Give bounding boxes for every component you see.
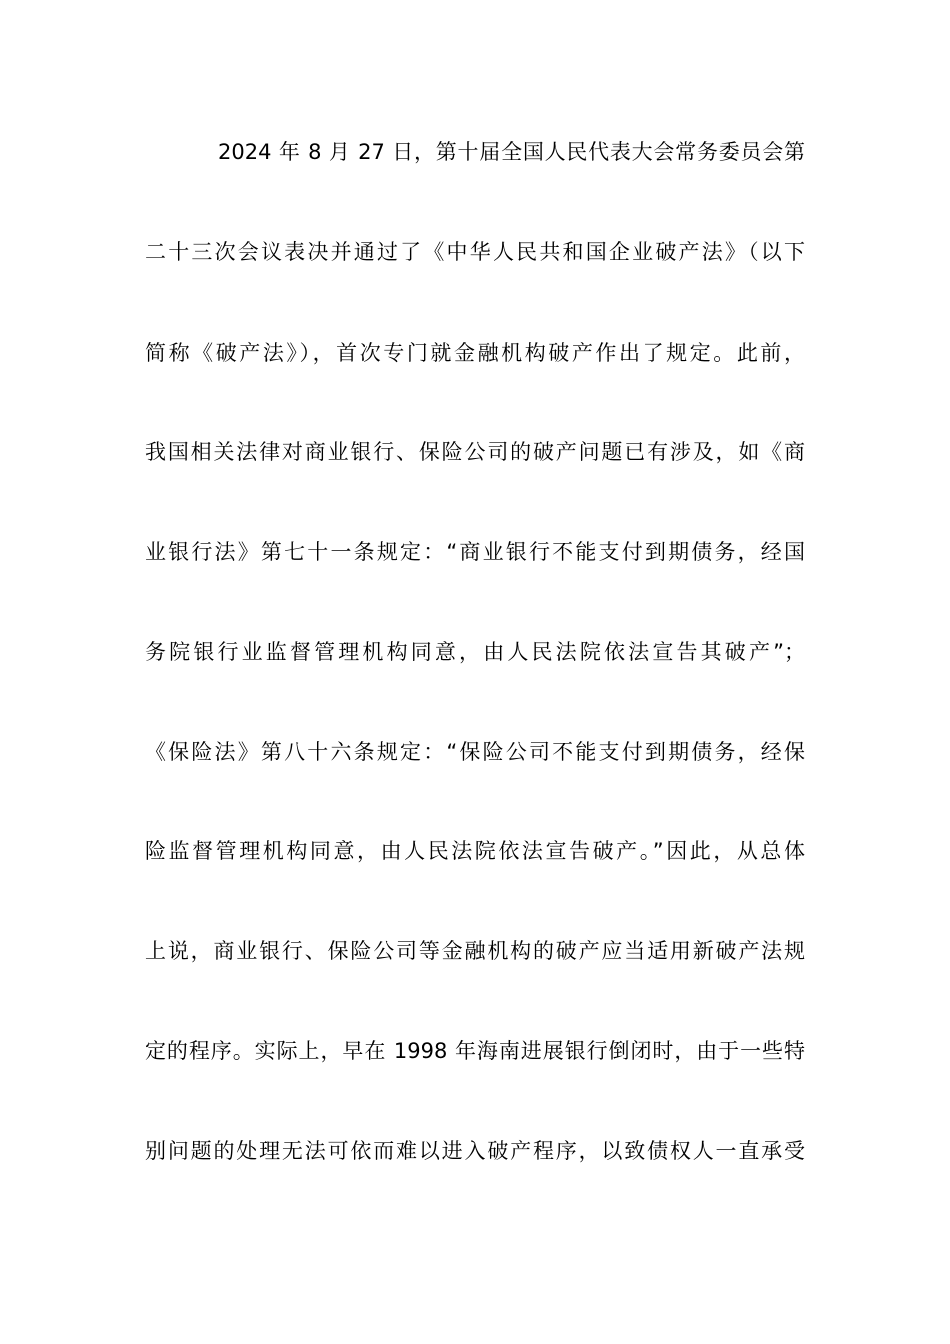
paragraph-line: 二十三次会议表决并通过了《中华人民共和国企业破产法》（以下 bbox=[145, 240, 805, 264]
paragraph-line: 上说，商业银行、保险公司等金融机构的破产应当适用新破产法规 bbox=[145, 939, 805, 963]
paragraph-line: 我国相关法律对商业银行、保险公司的破产问题已有涉及，如《商 bbox=[145, 440, 805, 464]
paragraph-line: 业银行法》第七十一条规定：“商业银行不能支付到期债务，经国 bbox=[145, 540, 805, 564]
paragraph-line: 《保险法》第八十六条规定：“保险公司不能支付到期债务，经保 bbox=[145, 740, 805, 764]
paragraph-line: 别问题的处理无法可依而难以进入破产程序，以致债权人一直承受 bbox=[145, 1139, 805, 1163]
paragraph-line: 定的程序。实际上，早在 1998 年海南进展银行倒闭时，由于一些特 bbox=[145, 1039, 805, 1063]
paragraph-line: 险监督管理机构同意，由人民法院依法宣告破产。”因此，从总体 bbox=[145, 839, 805, 863]
paragraph-line: 简称《破产法》），首次专门就金融机构破产作出了规定。此前， bbox=[145, 341, 805, 365]
paragraph-line: 务院银行业监督管理机构同意，由人民法院依法宣告其破产”； bbox=[145, 640, 805, 664]
paragraph-line: 2024 年 8 月 27 日，第十届全国人民代表大会常务委员会第 bbox=[218, 140, 805, 164]
